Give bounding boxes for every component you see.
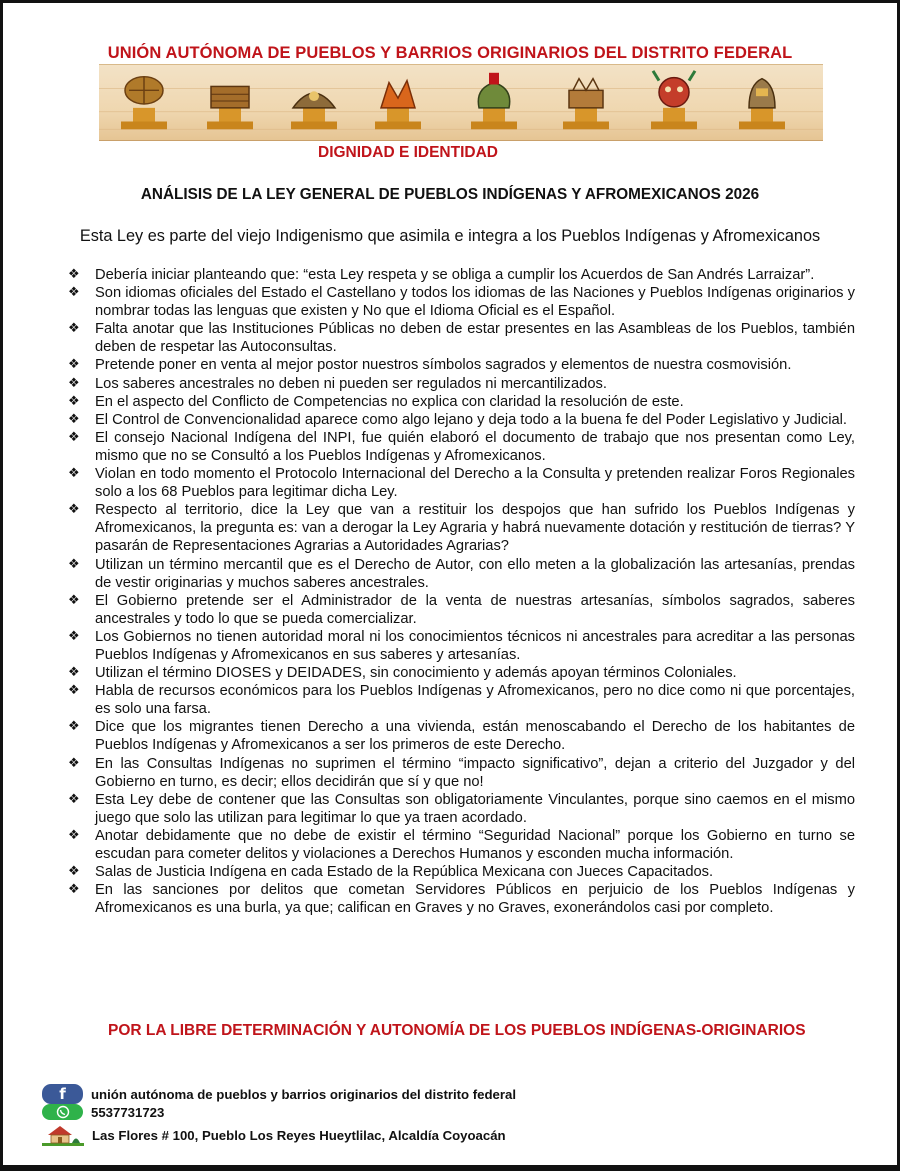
phone-number: 5537731723 bbox=[91, 1104, 165, 1120]
document-title: ANÁLISIS DE LA LEY GENERAL DE PUEBLOS INDÍGENAS Y AFROMEXICANOS 2026 bbox=[140, 186, 760, 203]
bullet-text: Falta anotar que las Instituciones Públicas no deben de estar presentes en las Asambleas de los Pueblos, también deben de respetar las Autoconsultas. bbox=[95, 321, 855, 356]
bullet-text: El Control de Convencionalidad aparece como algo lejano y deja todo a la buena fe del Poder Legislativo y Judicial. bbox=[95, 411, 847, 428]
facebook-page-name: unión autónoma de pueblos y barrios originarios del distrito federal bbox=[91, 1086, 516, 1102]
bullet-text: En las sanciones por delitos que cometan Servidores Públicos en perjuicio de los Pueblos Indígenas y Afromexicanos es una burla, ya que; califican en Graves y no Graves, exonerándolos casi por completo. bbox=[95, 882, 855, 917]
bullet-diamond-icon: ❖ bbox=[68, 321, 80, 337]
motto: DIGNIDAD E IDENTIDAD bbox=[318, 144, 498, 161]
bullet-text: En las Consultas Indígenas no suprimen el término “impacto significativo”, dejan a criterio del Juzgador y del Gobierno en turno, es decir; ellos decidirán que sí y que no! bbox=[95, 755, 855, 790]
bullet-item bbox=[68, 755, 855, 791]
bullet-item bbox=[68, 791, 855, 827]
bullet-diamond-icon: ❖ bbox=[68, 827, 80, 843]
bullet-item bbox=[68, 592, 855, 628]
closing-slogan: POR LA LIBRE DETERMINACIÓN Y AUTONOMÍA DE LOS PUEBLOS INDÍGENAS-ORIGINARIOS bbox=[108, 1022, 806, 1039]
bullet-text: Los saberes ancestrales no deben ni pueden ser regulados ni mercantilizados. bbox=[95, 375, 607, 392]
bullet-text: El Gobierno pretende ser el Administrador de la venta de nuestras artesanías, símbolos sagrados, saberes ancestrales y todo lo que se pueda comercializar. bbox=[95, 592, 855, 627]
bullet-text: Utilizan el término DIOSES y DEIDADES, sin conocimiento y además apoyan términos Coloniales. bbox=[95, 665, 737, 682]
facebook-row bbox=[42, 1084, 516, 1104]
bullet-item bbox=[68, 393, 855, 411]
bullet-diamond-icon: ❖ bbox=[68, 665, 80, 681]
bullet-text: Los Gobiernos no tienen autoridad moral ni los conocimientos técnicos ni ancestrales para acreditar a las personas Pueblos Indígenas y Afromexicanos en sus saberes y artesanías. bbox=[95, 628, 855, 663]
address: Las Flores # 100, Pueblo Los Reyes Hueytlilac, Alcaldía Coyoacán bbox=[92, 1127, 506, 1143]
bullet-diamond-icon: ❖ bbox=[68, 357, 80, 373]
bullet-item bbox=[68, 556, 855, 592]
bullet-diamond-icon: ❖ bbox=[68, 267, 80, 282]
bullet-diamond-icon: ❖ bbox=[68, 628, 80, 644]
bullet-diamond-icon: ❖ bbox=[68, 375, 80, 391]
bullet-diamond-icon: ❖ bbox=[68, 466, 80, 482]
address-row bbox=[42, 1124, 506, 1146]
bullet-item bbox=[68, 465, 855, 501]
bullet-diamond-icon: ❖ bbox=[68, 393, 80, 409]
bullet-item bbox=[68, 429, 855, 465]
bullet-item bbox=[68, 827, 855, 863]
bullet-item bbox=[68, 356, 855, 374]
bullet-text: En el aspecto del Conflicto de Competencias no explica con claridad la resolución de este. bbox=[95, 393, 684, 410]
bullet-diamond-icon: ❖ bbox=[68, 429, 80, 445]
bullet-text: Violan en todo momento el Protocolo Internacional del Derecho a la Consulta y pretenden realizar Foros Regionales solo a los 68 Pueblos para legitimar dicha Ley. bbox=[95, 466, 855, 501]
bullet-diamond-icon: ❖ bbox=[68, 882, 80, 898]
organization-title: UNIÓN AUTÓNOMA DE PUEBLOS Y BARRIOS ORIGINARIOS DEL DISTRITO FEDERAL bbox=[107, 44, 793, 62]
bullet-diamond-icon: ❖ bbox=[68, 719, 80, 735]
bullet-item bbox=[68, 375, 855, 393]
bullet-diamond-icon: ❖ bbox=[68, 285, 80, 301]
bullet-item bbox=[68, 284, 855, 320]
facebook-icon: f bbox=[42, 1084, 83, 1104]
bullet-diamond-icon: ❖ bbox=[68, 683, 80, 699]
bullet-text: Esta Ley debe de contener que las Consultas son obligatoriamente Vinculantes, porque sino caemos en el mismo juego que solo las utilizan para legitimar lo que ya traen acordado. bbox=[95, 791, 855, 826]
bullet-text: El consejo Nacional Indígena del INPI, fue quién elaboró el documento de trabajo que nos presentan como Ley, mismo que no se Consultó a los Pueblos Indígenas y Afromexicanos. bbox=[95, 429, 855, 464]
bullet-item bbox=[68, 266, 855, 284]
analysis-bullet-list bbox=[68, 266, 855, 917]
bullet-item bbox=[68, 682, 855, 718]
phone-row bbox=[42, 1104, 164, 1120]
bullet-diamond-icon: ❖ bbox=[68, 864, 80, 880]
bullet-text: Salas de Justicia Indígena en cada Estado de la República Mexicana con Jueces Capacitados. bbox=[95, 864, 714, 881]
bullet-diamond-icon: ❖ bbox=[68, 411, 80, 427]
bullet-diamond-icon: ❖ bbox=[68, 592, 80, 608]
bullet-item bbox=[68, 718, 855, 754]
glyph-banner-image bbox=[99, 64, 823, 141]
bullet-item bbox=[68, 664, 855, 682]
bullet-text: Pretende poner en venta al mejor postor nuestros símbolos sagrados y elementos de nuestra cosmovisión. bbox=[95, 357, 792, 374]
bullet-text: Debería iniciar planteando que: “esta Ley respeta y se obliga a cumplir los Acuerdos de San Andrés Larraizar”. bbox=[95, 267, 815, 283]
bullet-text: Son idiomas oficiales del Estado el Castellano y todos los idiomas de las Naciones y Pueblos Indígenas originarios y nombrar todas las lenguas que existen y No que el Idioma Oficial es el Español. bbox=[95, 285, 855, 320]
whatsapp-icon bbox=[42, 1104, 83, 1120]
bullet-item bbox=[68, 628, 855, 664]
bullet-item bbox=[68, 320, 855, 356]
bullet-item bbox=[68, 501, 855, 555]
bullet-item bbox=[68, 863, 855, 881]
bullet-diamond-icon: ❖ bbox=[68, 502, 80, 518]
bullet-diamond-icon: ❖ bbox=[68, 556, 80, 572]
bullet-text: Habla de recursos económicos para los Pueblos Indígenas y Afromexicanos, pero no dice como ni que porcentajes, es solo una farsa. bbox=[95, 683, 855, 718]
intro-statement: Esta Ley es parte del viejo Indigenismo que asimila e integra a los Pueblos Indígenas y Afromexicanos bbox=[79, 227, 821, 245]
bullet-text: Respecto al territorio, dice la Ley que van a restituir los despojos que han sufrido los Pueblos Indígenas y Afromexicanos, la pregunta es: van a derogar la Ley Agraria y habrá nuevamente dotación y restitución de tierras? Y pasarán de Representaciones Agrarias a Autoridades Agrarias? bbox=[95, 502, 855, 555]
bullet-text: Anotar debidamente que no debe de existir el término “Seguridad Nacional” porque los Gobierno en turno se escudan para cometer delitos y violaciones a Derechos Humanos y esconden mucha información. bbox=[95, 827, 855, 862]
bullet-text: Dice que los migrantes tienen Derecho a una vivienda, están menoscabando el Derecho de los habitantes de Pueblos Indígenas y Afromexicanos a ser los primeros de este Derecho. bbox=[95, 719, 855, 754]
house-icon bbox=[42, 1124, 84, 1146]
bullet-diamond-icon: ❖ bbox=[68, 755, 80, 771]
bullet-text: Utilizan un término mercantil que es el Derecho de Autor, con ello meten a la globalización las artesanías, prendas de vestir originarias y muchos saberes ancestrales. bbox=[95, 556, 855, 591]
bullet-diamond-icon: ❖ bbox=[68, 791, 80, 807]
bullet-item bbox=[68, 881, 855, 917]
bullet-item bbox=[68, 411, 855, 429]
